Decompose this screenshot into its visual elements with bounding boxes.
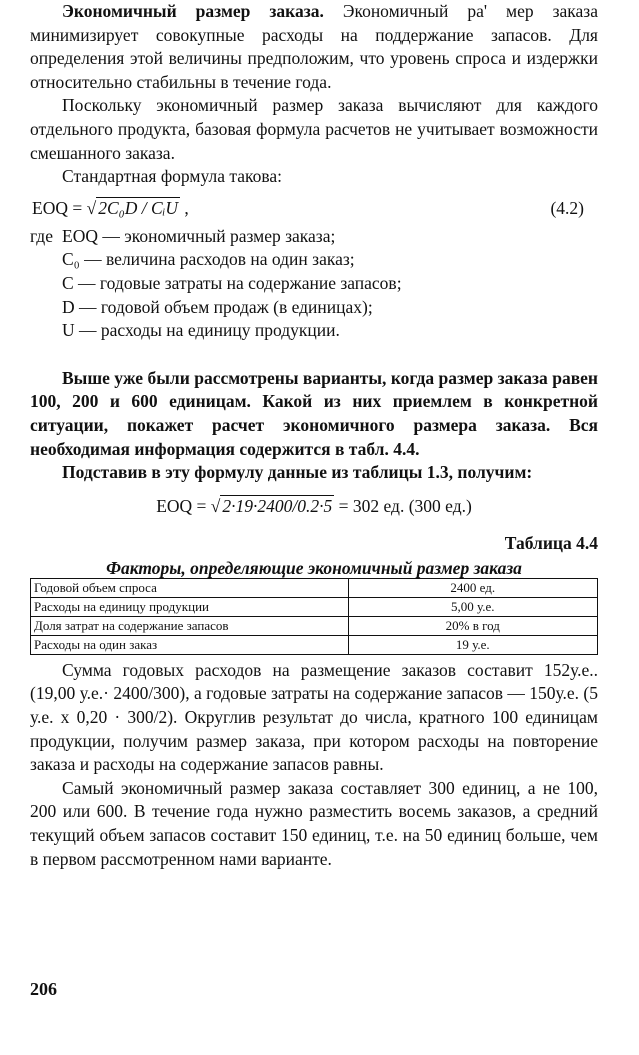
definitions-block xyxy=(30,225,598,343)
paragraph-formula-intro: Стандартная формула такова: xyxy=(62,166,282,187)
calc-rhs: = 302 ед. (300 ед.) xyxy=(334,495,472,516)
definitions-list xyxy=(62,225,598,343)
calc-radicand: 2·19·2400/0.2·5 xyxy=(222,495,333,516)
paragraph-mixed-order: Поскольку экономичный размер заказа вычисляют для каждого отдельного продукта, базовая формула расчетов не учитывает возможности смешанного заказа. xyxy=(30,95,598,163)
page-body xyxy=(30,0,598,999)
sqrt-icon: √ xyxy=(210,495,221,516)
table-cell-value: 20% в год xyxy=(348,616,597,635)
definition-item: EOQ — экономичный размер заказа; xyxy=(62,225,336,246)
table-cell-label: Годовой объем спроса xyxy=(31,578,349,597)
formula-lhs: EOQ = xyxy=(32,197,87,218)
table-cell-label: Расходы на один заказ xyxy=(31,635,349,654)
intro-text: Экономичный ра' мер заказа минимизирует совокупные расходы на поддержание запасов. Для определения этой величины предположим, что уровень спроса и издержки относительно стабильны в течение года. xyxy=(30,1,598,92)
where-label: где xyxy=(30,225,53,246)
paragraph-conclusion: Самый экономичный размер заказа составляет 300 единиц, а не 100, 200 или 600. В течение года нужно разместить восемь заказов, а средний текущий объем запасов составит 150 единиц, т.е. на 50 единиц больше, чем в первом рассмотренном нами варианте. xyxy=(30,777,598,869)
table-caption: Факторы, определяющие экономичный размер заказа xyxy=(106,557,522,578)
definition-item: C — годовые затраты на содержание запасов; xyxy=(62,272,402,293)
table-number: Таблица 4.4 xyxy=(504,533,598,554)
table-cell-value: 19 у.е. xyxy=(348,635,597,654)
factors-table xyxy=(30,578,598,655)
table-cell-value: 5,00 у.е. xyxy=(348,597,597,616)
paragraph-variants: Выше уже были рассмотрены варианты, когда размер заказа равен 100, 200 и 600 единицам. Какой из них приемлем в конкретной ситуации, покажет расчет экономичного размера заказа. Вся необходимая информация содержится в табл. 4.4. xyxy=(30,367,598,459)
definition-item: U — расходы на единицу продукции. xyxy=(62,320,340,341)
table-row xyxy=(31,635,598,654)
paragraph-substitution: Подставив в эту формулу данные из таблицы 1.3, получим: xyxy=(62,462,533,483)
formula-expression xyxy=(32,197,189,221)
sqrt-icon: √ xyxy=(86,197,97,218)
definition-item: D — годовой объем продаж (в единицах); xyxy=(62,296,373,317)
formula-radicand: 2C₀D / CᵢU xyxy=(98,197,179,218)
table-row xyxy=(31,597,598,616)
formula-eoq xyxy=(30,191,598,224)
intro-term: Экономичный размер заказа. xyxy=(62,1,324,21)
spacer xyxy=(30,343,598,367)
paragraph-annual-costs: Сумма годовых расходов на размещение заказов составит 152у.е.. (19,00 у.е.· 2400/300), а годовые затраты на содержание запасов — 150у.е. (5 у.е. х 0,20 · 300/2). Округлив результат до числа, кратного 100 единицам продукции, получим размер заказа, при котором расходы на повторение заказа и расходы на содержание запасов равны. xyxy=(30,659,598,775)
table-cell-label: Расходы на единицу продукции xyxy=(31,597,349,616)
intro-paragraph xyxy=(30,0,598,94)
calculation-equation xyxy=(30,495,598,519)
formula-number: (4.2) xyxy=(550,197,584,218)
table-cell-label: Доля затрат на содержание запасов xyxy=(31,616,349,635)
formula-tail: , xyxy=(180,197,189,218)
table-row xyxy=(31,616,598,635)
definition-item: C₀ — величина расходов на один заказ; xyxy=(62,249,355,270)
calc-lhs: EOQ = xyxy=(156,495,211,516)
table-cell-value: 2400 ед. xyxy=(348,578,597,597)
page-number: 206 xyxy=(30,979,57,999)
table-row xyxy=(31,578,598,597)
